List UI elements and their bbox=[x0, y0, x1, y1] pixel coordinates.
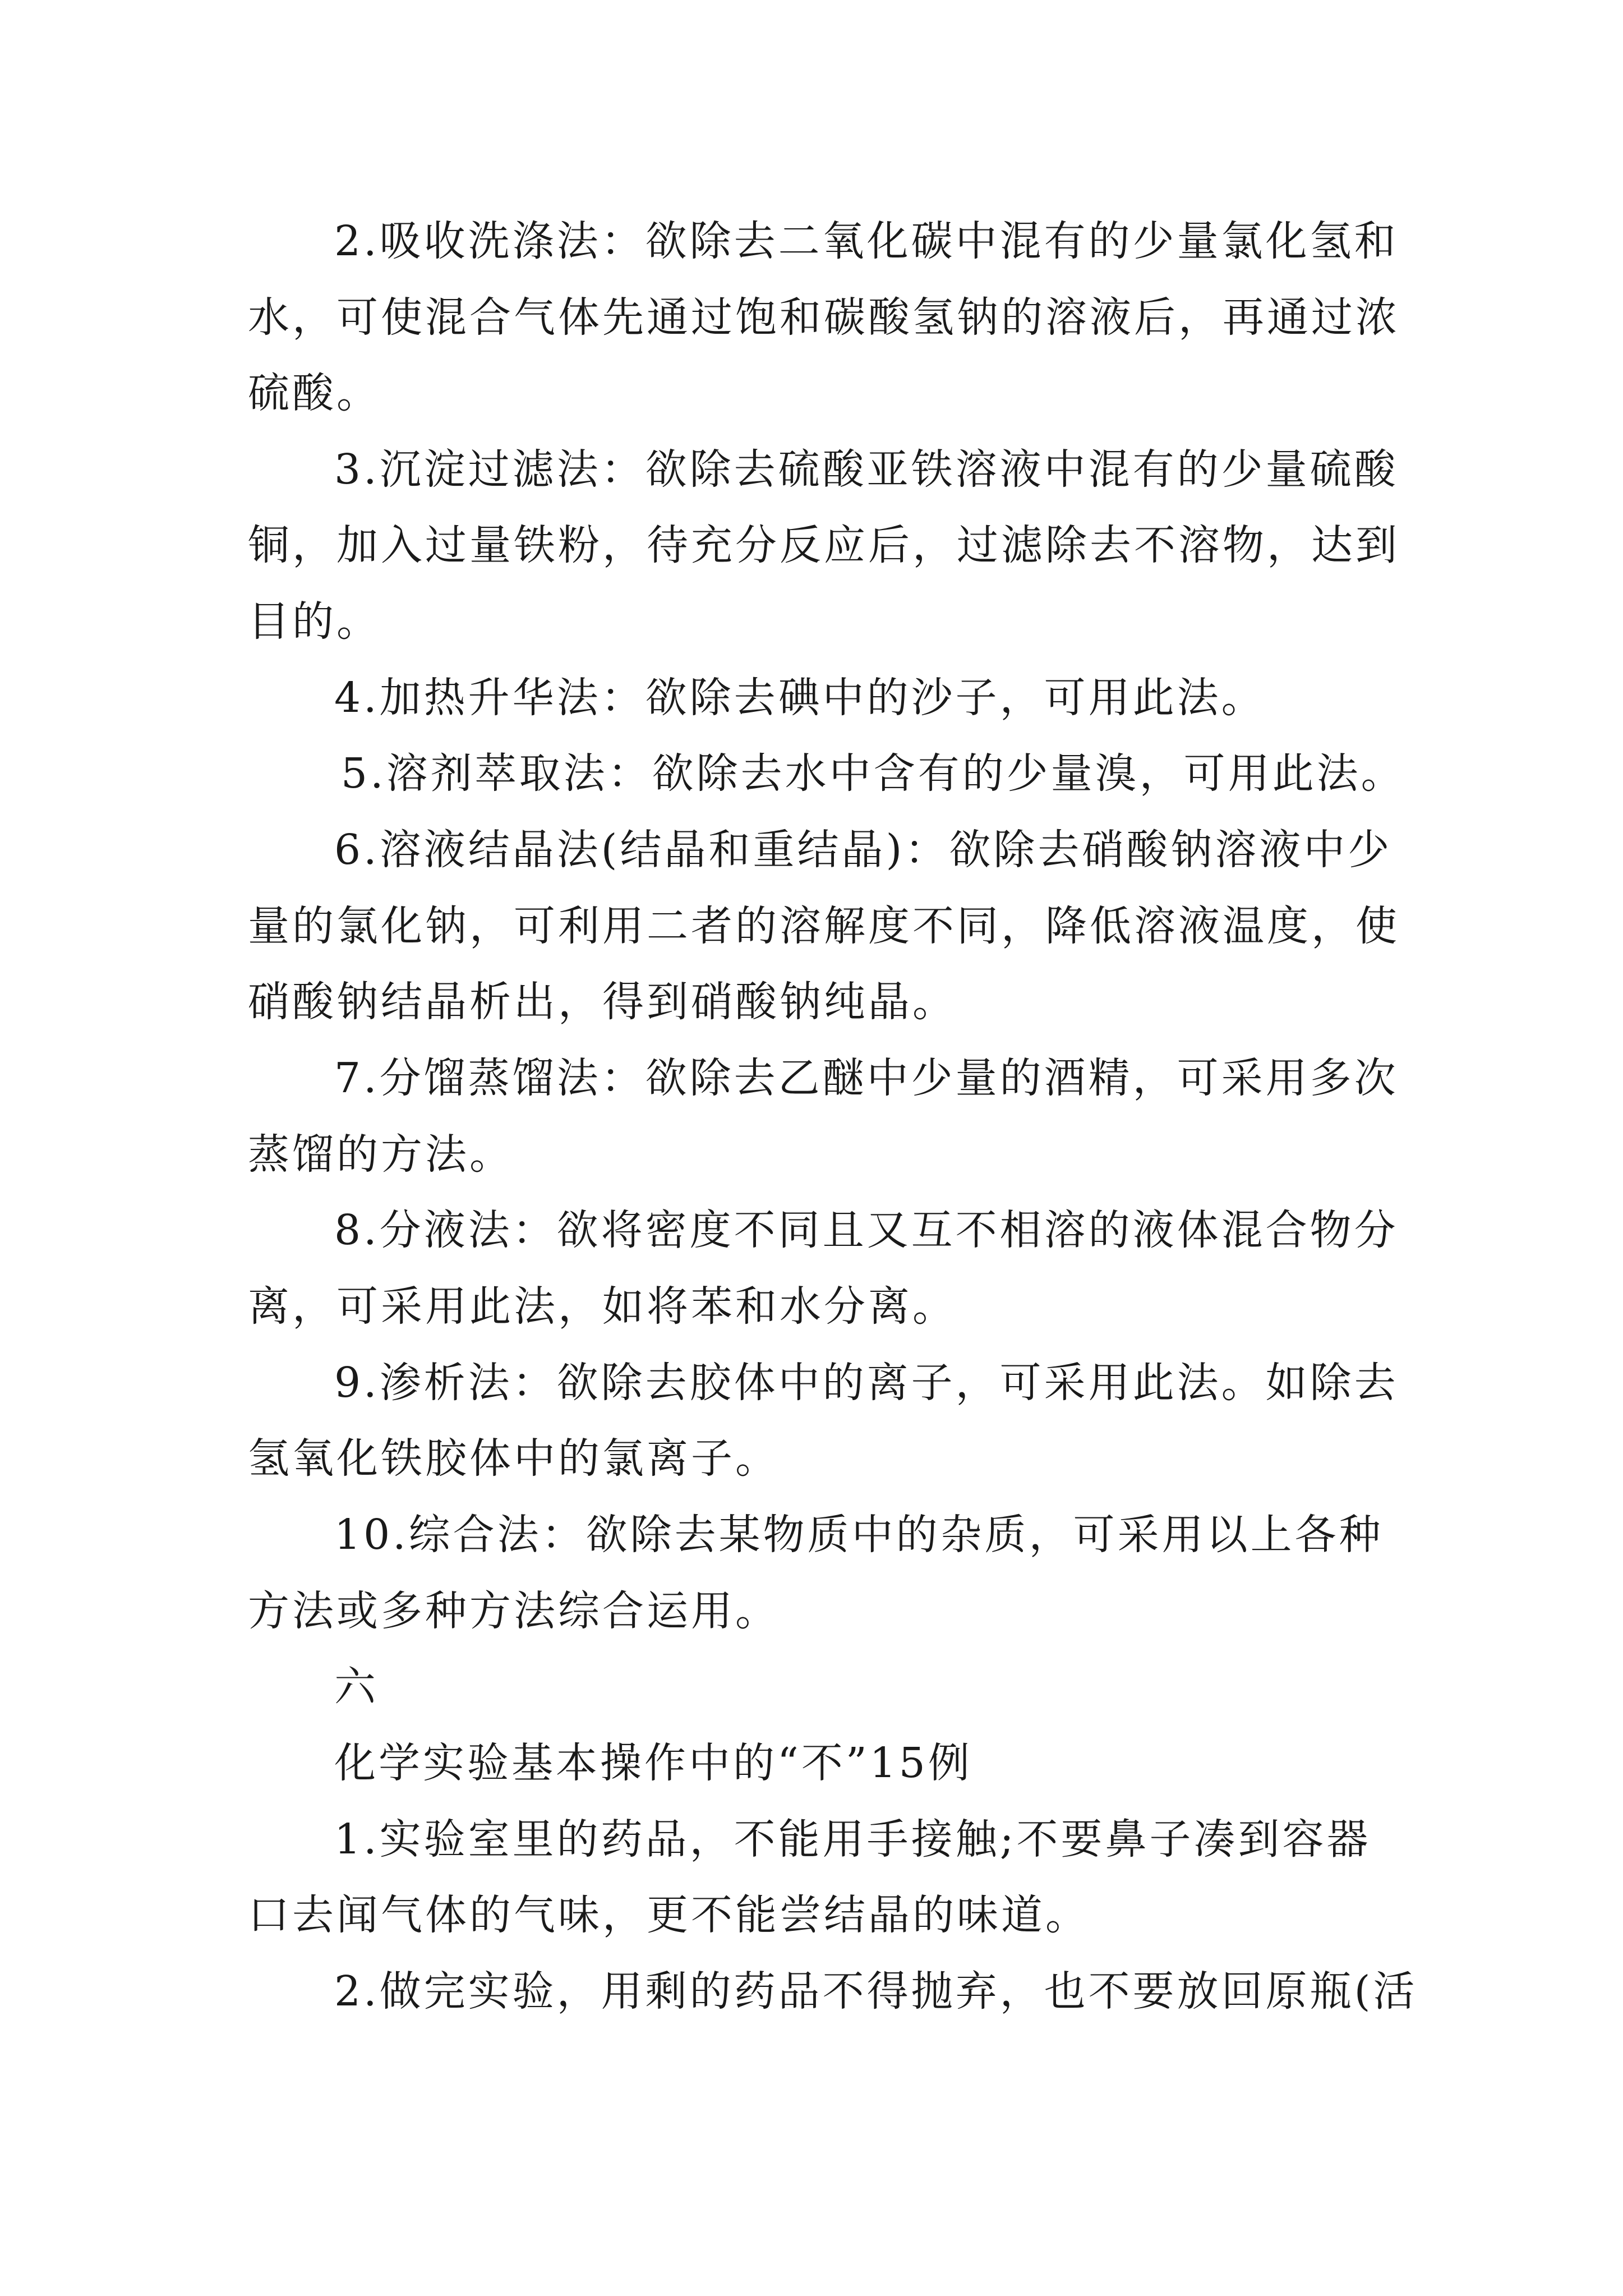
text-line: 口去闻气体的气味，更不能尝结晶的味道。 bbox=[248, 1891, 1090, 1939]
text-line: 方法或多种方法综合运用。 bbox=[248, 1587, 780, 1635]
text-line: 5.溶剂萃取法：欲除去水中含有的少量溴，可用此法。 bbox=[341, 749, 1405, 798]
text-line: 铜，加入过量铁粉，待充分反应后，过滤除去不溶物，达到 bbox=[248, 521, 1400, 569]
text-line: 7.分馏蒸馏法：欲除去乙醚中少量的酒精，可采用多次 bbox=[334, 1054, 1399, 1102]
text-line: 离，可采用此法，如将苯和水分离。 bbox=[248, 1282, 957, 1331]
text-line: 2.吸收洗涤法：欲除去二氧化碳中混有的少量氯化氢和 bbox=[334, 217, 1399, 265]
text-line: 6.溶液结晶法(结晶和重结晶)：欲除去硝酸钠溶液中少 bbox=[334, 826, 1393, 874]
text-line: 2.做完实验，用剩的药品不得抛弃，也不要放回原瓶(活 bbox=[334, 1967, 1418, 2016]
text-line: 1.实验室里的药品，不能用手接触;不要鼻子凑到容器 bbox=[334, 1815, 1371, 1864]
text-line: 8.分液法：欲将密度不同且又互不相溶的液体混合物分 bbox=[334, 1206, 1399, 1254]
text-line: 硝酸钠结晶析出，得到硝酸钠纯晶。 bbox=[248, 978, 957, 1026]
text-line: 水，可使混合气体先通过饱和碳酸氢钠的溶液后，再通过浓 bbox=[248, 293, 1400, 342]
text-line: 硫酸。 bbox=[248, 369, 381, 417]
text-line: 量的氯化钠，可利用二者的溶解度不同，降低溶液温度，使 bbox=[248, 902, 1400, 950]
section-number: 六 bbox=[334, 1663, 379, 1711]
text-line: 蒸馏的方法。 bbox=[248, 1130, 514, 1179]
text-line: 10.综合法：欲除去某物质中的杂质，可采用以上各种 bbox=[334, 1511, 1384, 1559]
text-line: 氢氧化铁胶体中的氯离子。 bbox=[248, 1434, 780, 1483]
text-line: 3.沉淀过滤法：欲除去硫酸亚铁溶液中混有的少量硫酸 bbox=[334, 445, 1399, 494]
text-line: 9.渗析法：欲除去胶体中的离子，可采用此法。如除去 bbox=[334, 1359, 1399, 1407]
text-line: 4.加热升华法：欲除去碘中的沙子，可用此法。 bbox=[334, 674, 1266, 722]
text-line: 目的。 bbox=[248, 597, 381, 646]
section-heading: 化学实验基本操作中的“不”15例 bbox=[334, 1739, 972, 1787]
